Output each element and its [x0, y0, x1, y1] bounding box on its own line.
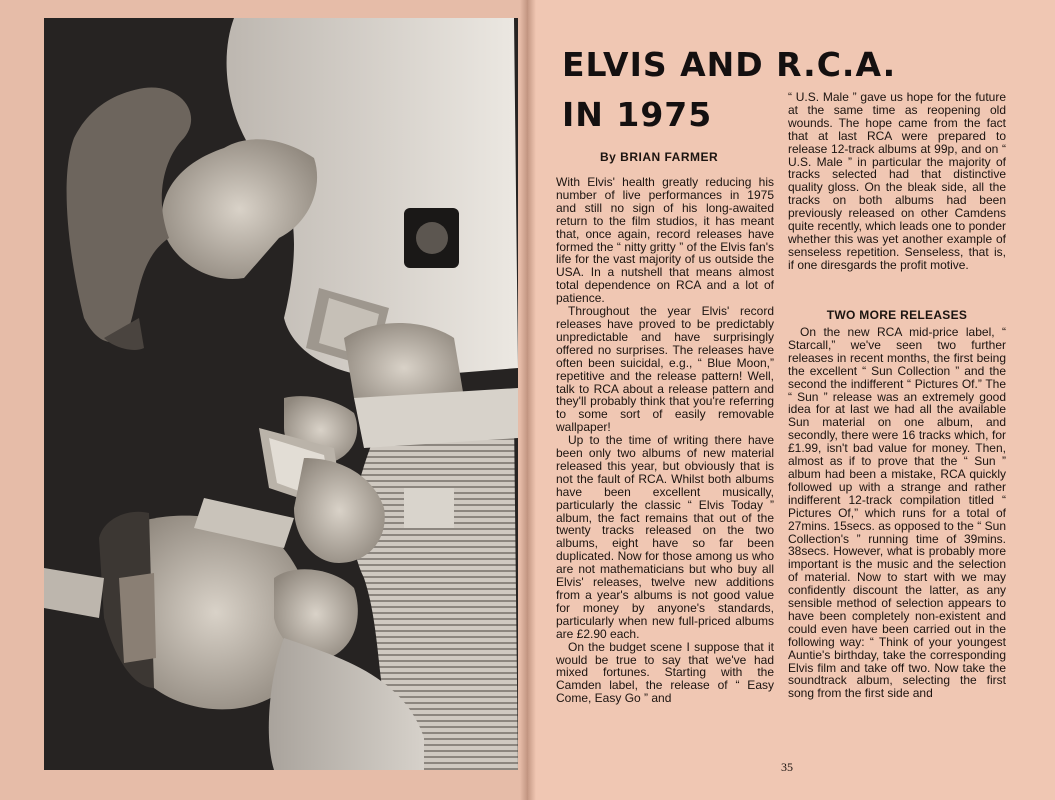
byline: By BRIAN FARMER — [600, 150, 719, 164]
photo-of-two-men-with-banknotes-icon — [44, 18, 518, 770]
article-column-1 — [556, 176, 774, 705]
paragraph: “ U.S. Male ” gave us hope for the future at the same time as reopening old wounds. The hope came from the fact that at last RCA were prepared to release 12-track albums at 99p, and on “ U.S. Male ” in particular the majority of tracks selected had that distinctive quality gloss. On the bleak side, all the tracks on both albums had been previously released on other Camdens quite recently, which leads one to ponder whether this was yet another example of senseless repetition. Senseless, that is, if one diresgards the profit motive. — [788, 90, 1006, 272]
article-title-line-1: ELVIS AND R.C.A. — [562, 45, 897, 84]
article-column-2-bottom — [788, 326, 1006, 700]
section-subheading: TWO MORE RELEASES — [826, 308, 968, 322]
page-number: 35 — [781, 760, 793, 774]
paragraph: With Elvis' health greatly reducing his number of live performances in 1975 and still no sign of his long-awaited return to the film studios, it has meant that, once again, record releases have formed the “ nitty gritty ” of the Elvis fan's life for the vast majority of us outside the USA. In a nutshell that means almost total dependence on RCA and a lot of patience. — [556, 175, 774, 306]
article-column-2-top — [788, 91, 1006, 272]
paragraph: On the budget scene I suppose that it would be true to say that we've had mixed fortunes. Starting with the Camden label, the release of “ Easy Come, Easy Go ” and — [556, 639, 774, 706]
photo-illustration — [44, 18, 518, 770]
article-title-line-2: IN 1975 — [562, 95, 713, 134]
paragraph: Throughout the year Elvis' record releases have proved to be predictably unpredictable and have surprisingly offered no surprises. The releases have often been suicidal, e.g., “ Blue Moon,” repetitive and the release pattern! Well, talk to RCA about a release pattern and they'll probably think that you're referring to some sort of easily removable wallpaper! — [556, 304, 774, 435]
paragraph: Up to the time of writing there have been only two albums of new material released this year, but obviously that is not the fault of RCA. Whilst both albums have been excellent musically, particularly the classic “ Elvis Today ” album, the fact remains that out of the twenty tracks released on the two albums, eight have so far been duplicated. Now for those among us who are not mathematicians but who buy all Elvis' releases, twelve new additions from a year's albums is not good value for money by anyone's standards, particularly when new full-priced albums are £2.90 each. — [556, 433, 774, 641]
paragraph: On the new RCA mid-price label, “ Starcall,” we've seen two further releases in recent months, the first being the excellent “ Sun Collection ” and the second the indifferent “ Pictures Of.” The “ Sun ” release was an extremely good idea for at last we had all the available Sun material on one album, and secondly, there were 16 tracks which, for £1.99, isn't bad value for money. Then, almost as if to prove that the “ Sun ” album had been a mistake, RCA quickly followed up with a strange and rather indifferent 12-track compilation titled “ Pictures Of,” which runs for a total of 27mins. 15secs. as opposed to the “ Sun Collection's ” running time of 39mins. 38secs. However, what is probably more important is the music and the selection of material. Now to start with we may confidently discount the latter, as any sensible method of selection appears to have been completely non-existent and could even have been carried out in the following way: “ Think of your youngest Auntie's birthday, take the corresponding Elvis film and take off two. Now take the soundtrack album, selecting the first song from the first side and — [788, 325, 1006, 701]
page-gutter — [520, 0, 536, 800]
